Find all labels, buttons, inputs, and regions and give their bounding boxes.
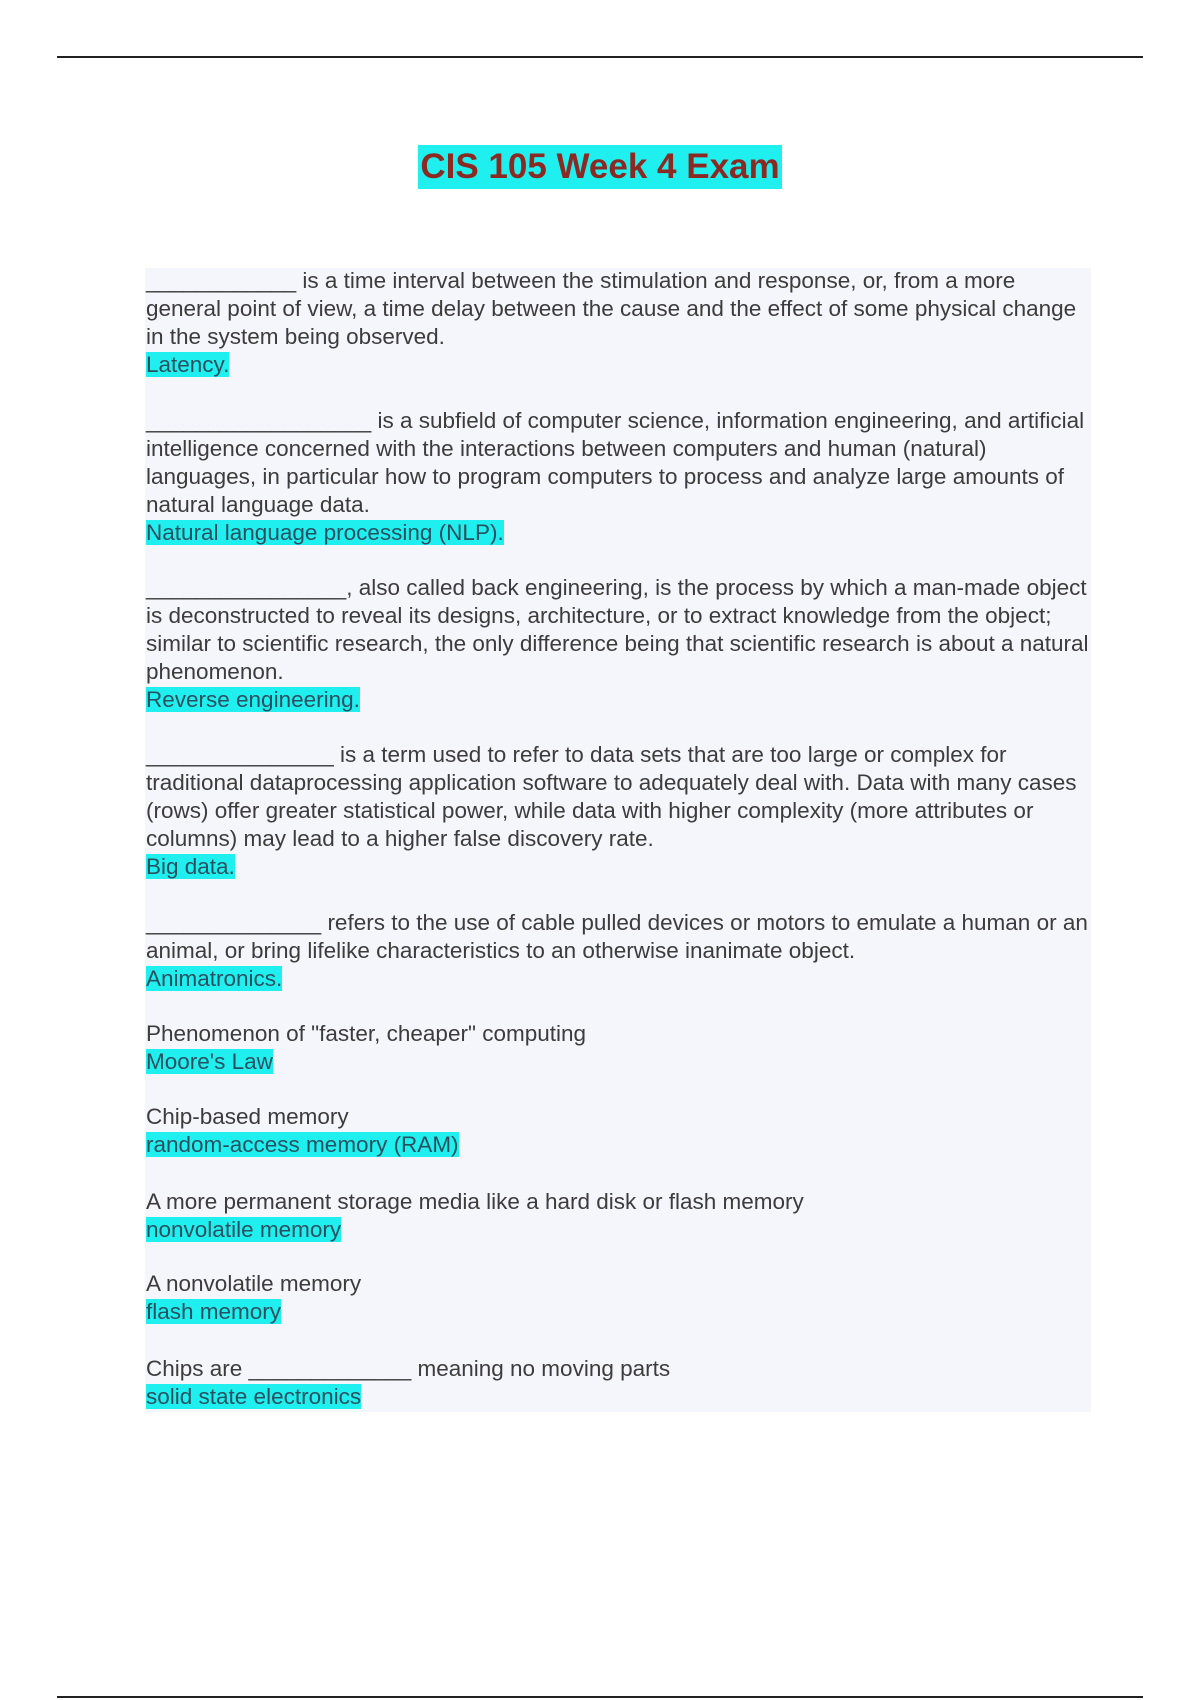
answer-text: Animatronics. [146, 966, 283, 991]
answer-text: flash memory [146, 1299, 282, 1324]
qa-item [146, 1355, 1090, 1411]
answer-text: Moore's Law [146, 1049, 273, 1074]
question-text: Chip-based memory [146, 1104, 349, 1129]
question-text: __________________ is a subfield of computer science, information engineering, and artificial intelligence concerned with the interactions between computers and human (natural) languages, in particular how to program computers to process and analyze large amounts of natural language data. [146, 408, 1085, 517]
title-container [0, 145, 1200, 189]
question-text: Phenomenon of "faster, cheaper" computing [146, 1021, 587, 1046]
question-text: _______________ is a term used to refer to data sets that are too large or complex for traditional dataprocessing application software to adequately deal with. Data with many cases (rows) offer greater statistical power, while data with higher complexity (more attributes or columns) may lead to a higher false discovery rate. [146, 742, 1077, 851]
qa-item [146, 1103, 1090, 1159]
qa-item [146, 909, 1090, 993]
answer-text: Natural language processing (NLP). [146, 520, 504, 545]
answer-text: Reverse engineering. [146, 687, 360, 712]
qa-item [146, 1270, 1090, 1326]
question-text: ____________ is a time interval between the stimulation and response, or, from a more general point of view, a time delay between the cause and the effect of some physical change in the system being observed. [146, 268, 1077, 349]
qa-item [146, 267, 1090, 379]
answer-text: Big data. [146, 854, 235, 879]
document-title: CIS 105 Week 4 Exam [418, 145, 781, 189]
answer-text: nonvolatile memory [146, 1217, 342, 1242]
answer-text: Latency. [146, 352, 230, 377]
qa-item [146, 407, 1090, 547]
qa-item [146, 574, 1090, 714]
bottom-divider [57, 1696, 1143, 1698]
question-text: ________________, also called back engineering, is the process by which a man-made object is deconstructed to reveal its designs, architecture, or to extract knowledge from the object; similar to scientific research, the only difference being that scientific research is about a natural phenomenon. [146, 575, 1089, 684]
top-divider [57, 56, 1143, 58]
question-text: ______________ refers to the use of cable pulled devices or motors to emulate a human or an animal, or bring lifelike characteristics to an otherwise inanimate object. [146, 910, 1088, 963]
question-text: A more permanent storage media like a hard disk or flash memory [146, 1189, 804, 1214]
answer-text: random-access memory (RAM) [146, 1132, 459, 1157]
question-text: Chips are _____________ meaning no moving parts [146, 1356, 671, 1381]
qa-item [146, 1188, 1090, 1244]
qa-item [146, 741, 1090, 881]
answer-text: solid state electronics [146, 1384, 362, 1409]
qa-item [146, 1020, 1090, 1076]
question-text: A nonvolatile memory [146, 1271, 362, 1296]
